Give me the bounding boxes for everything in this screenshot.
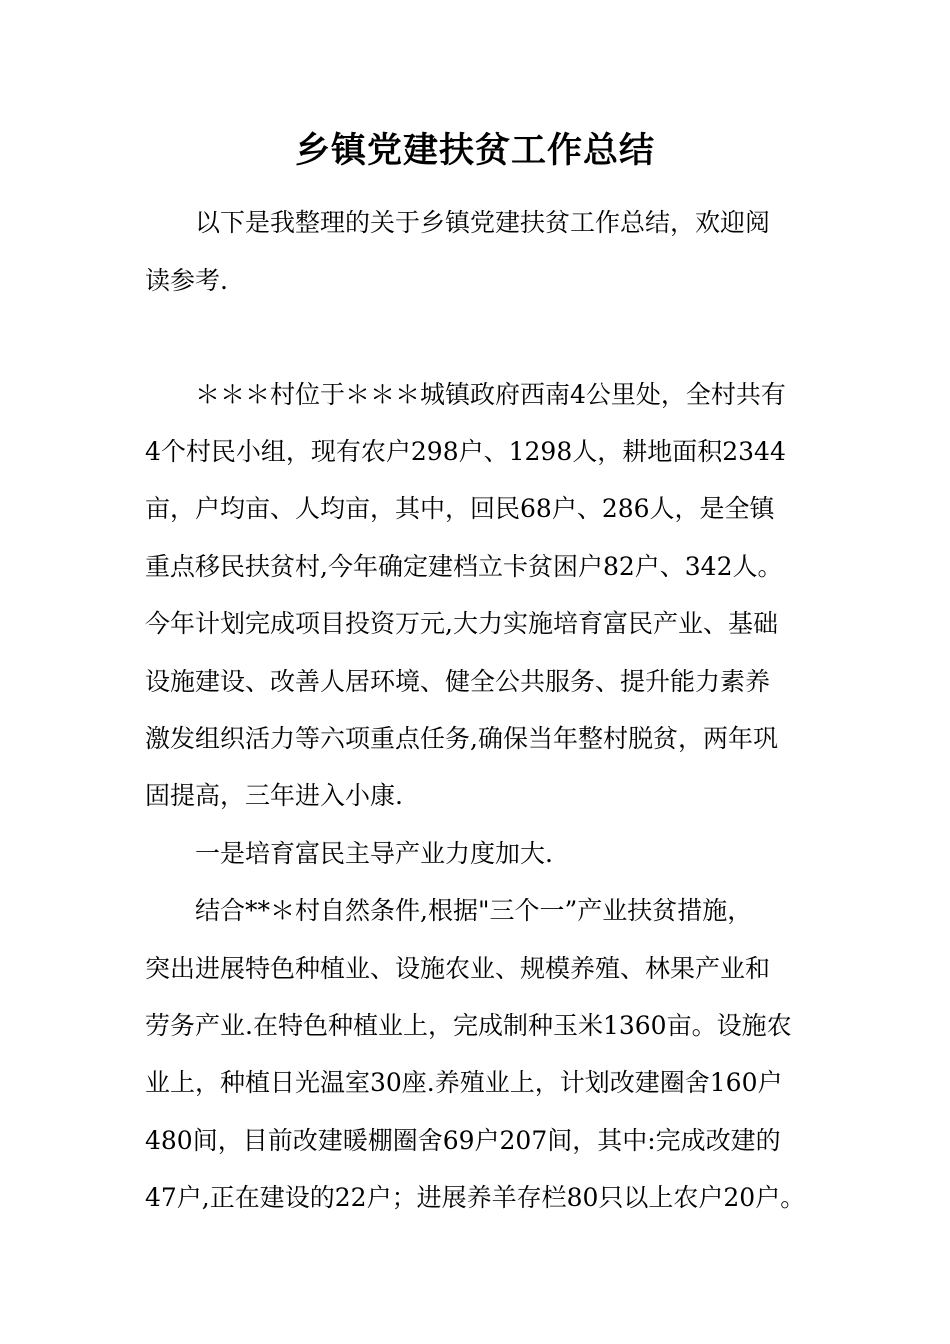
paragraph-line: 固提高，三年进入小康. [145,781,403,810]
paragraph-line: 设施建设、改善人居环境、健全公共服务、提升能力素养 [145,667,771,696]
paragraph-line: 劳务产业.在特色种植业上，完成制种玉米1360亩。设施农 [145,1011,792,1040]
paragraph-line: 突出进展特色种植业、设施农业、规模养殖、林果产业和 [145,954,771,983]
intro-line-1: 以下是我整理的关于乡镇党建扶贫工作总结，欢迎阅 [195,208,771,237]
paragraph-line: 今年计划完成项目投资万元,大力实施培育富民产业、基础 [145,609,778,638]
paragraph-line: 业上，种植日光温室30座.养殖业上，计划改建圈舍160户 [145,1068,783,1097]
paragraph-line: 4个村民小组，现有农户298户、1298人，耕地面积2344 [145,437,786,466]
paragraph-line: 47户,正在建设的22户；进展养羊存栏80只以上农户20户。 [145,1183,806,1212]
paragraph-line: 重点移民扶贫村,今年确定建档立卡贫困户82户、342人。 [145,552,783,581]
intro-line-2: 读参考. [145,266,228,295]
paragraph-line: 480间，目前改建暖棚圈舍69户207间，其中:完成改建的 [145,1126,781,1155]
section-heading: 一是培育富民主导产业力度加大. [195,839,553,868]
paragraph-line: 亩，户均亩、人均亩，其中，回民68户、286人，是全镇 [145,494,775,523]
document-title: 乡镇党建扶贫工作总结 [294,130,655,171]
paragraph-line: 激发组织活力等六项重点任务,确保当年整村脱贫，两年巩 [145,724,778,753]
paragraph-line: 结合**＊村自然条件,根据"三个一”产业扶贫措施， [195,896,753,925]
paragraph-line: ＊＊＊村位于＊＊＊城镇政府西南4公里处，全村共有 [195,380,786,409]
